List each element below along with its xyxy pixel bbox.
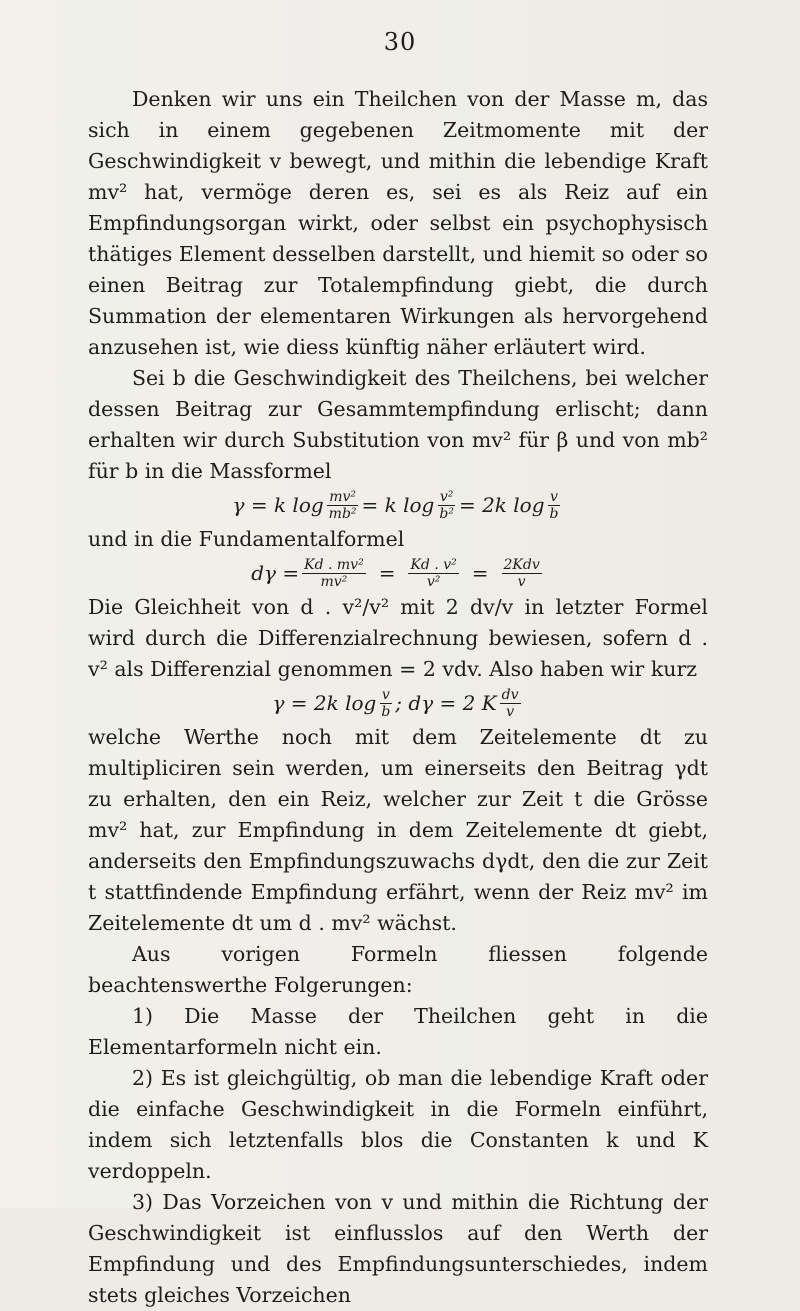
paragraph-6: Aus vorigen Formeln fliessen folgende beachtenswerthe Folgerungen: bbox=[88, 942, 708, 997]
paragraph-8: 2) Es ist gleichgültig, ob man die lebendige Kraft oder die einfache Geschwindigkeit in die Formeln einführt, indem sich letztenfalls blos die Constanten k und K verdoppeln. bbox=[88, 1066, 708, 1183]
paragraph-3: und in die Fundamentalformel bbox=[88, 527, 405, 551]
eq1-fraction-3: $\frac{v}{b}$ bbox=[549, 489, 559, 522]
eq1-lhs: γ = k log bbox=[232, 493, 324, 517]
paragraph-9: 3) Das Vorzeichen von v und mithin die Richtung der Geschwindigkeit ist einflusslos auf den Werth der Empfindung und des Empfindungsunterschiedes, indem stets gleiches Vorzeichen bbox=[88, 1190, 708, 1307]
paragraph-1: Denken wir uns ein Theilchen von der Masse m, das sich in einem gegebenen Zeitmomente mit der Geschwindigkeit v bewegt, und mithin die lebendige Kraft mv² hat, vermöge deren es, sei es als Reiz auf ein Empfindungsorgan wirkt, oder selbst ein psychophysisch thätiges Element desselben darstellt, und hiemit so oder so einen Beitrag zur Totalempfindung giebt, die durch Summation der elementaren Wirkungen als hervorgehend anzusehen ist, wie diess künftig näher erläutert wird. bbox=[88, 87, 708, 359]
eq3-fraction-2: $\frac{dv}{v}$ bbox=[501, 687, 519, 720]
eq3-fraction-1: $\frac{v}{b}$ bbox=[381, 687, 391, 720]
eq2-fraction-3: $\frac{\text{2Kdv}}{v}$ bbox=[503, 557, 540, 590]
eq1-mid-2: = 2k log bbox=[458, 493, 545, 517]
eq2-equals-2: = bbox=[471, 561, 489, 585]
eq1-mid-1: = k log bbox=[361, 493, 435, 517]
eq1-fraction-2: $\frac{\text{v²}}{\text{b²}}$ bbox=[439, 489, 454, 522]
eq3-separator: ; dγ = 2 K bbox=[395, 691, 497, 715]
eq1-fraction-1: $\frac{\text{mv²}}{\text{mb²}}$ bbox=[328, 489, 357, 522]
equation-3 bbox=[88, 687, 708, 720]
body-text bbox=[88, 84, 708, 1311]
equation-1 bbox=[88, 489, 708, 522]
page-number: 30 bbox=[383, 28, 417, 56]
paragraph-4: Die Gleichheit von d . v²/v² mit 2 dv/v in letzter Formel wird durch die Differenzialrechnung bewiesen, sofern d . v² als Differenzial genommen = 2 vdv. Also haben wir kurz bbox=[88, 595, 708, 681]
eq2-lhs: dγ = bbox=[251, 561, 300, 585]
eq2-equals-1: = bbox=[378, 561, 396, 585]
paragraph-5: welche Werthe noch mit dem Zeitelemente dt zu multipliciren sein werden, um einerseits den Beitrag γdt zu erhalten, den ein Reiz, welcher zur Zeit t die Grösse mv² hat, zur Empfindung in dem Zeitelemente dt giebt, anderseits den Empfindungszuwachs dγdt, den die zur Zeit t stattfindende Empfindung erfährt, wenn der Reiz mv² im Zeitelemente dt um d . mv² wächst. bbox=[88, 725, 708, 935]
paragraph-7: 1) Die Masse der Theilchen geht in die Elementarformeln nicht ein. bbox=[88, 1004, 708, 1059]
equation-2 bbox=[88, 557, 708, 590]
eq2-fraction-2: $\frac{\text{Kd . v²}}{\text{v²}}$ bbox=[410, 557, 457, 590]
eq2-fraction-1: $\frac{\text{Kd . mv²}}{\text{mv²}}$ bbox=[304, 557, 364, 590]
eq3-lhs: γ = 2k log bbox=[272, 691, 377, 715]
paragraph-2: Sei b die Geschwindigkeit des Theilchens, bei welcher dessen Beitrag zur Gesammtempfindung erlischt; dann erhalten wir durch Substitution von mv² für β und von mb² für b in die Massformel bbox=[88, 366, 708, 483]
